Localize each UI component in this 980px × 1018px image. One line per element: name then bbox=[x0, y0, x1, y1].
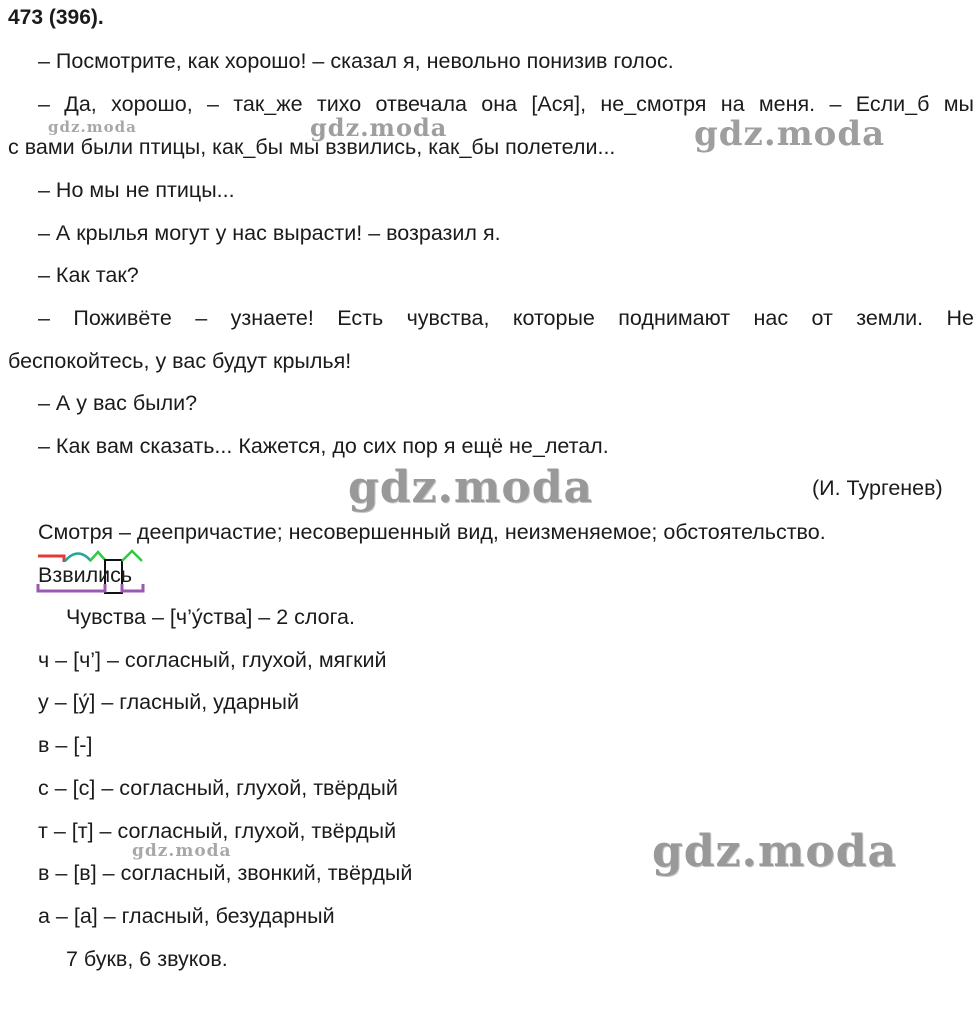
letter-analysis-7: а – [а] – гласный, безударный bbox=[38, 904, 335, 928]
letter-analysis-6: в – [в] – согласный, звонкий, твёрдый bbox=[38, 861, 413, 885]
dialog-line-3: с вами были птицы, как_бы мы взвились, как_бы полетели... bbox=[8, 135, 616, 159]
letter-analysis-1: ч – [ч’] – согласный, глухой, мягкий bbox=[38, 648, 387, 672]
dialog-line-7: – Поживёте – узнаете! Есть чувства, которые поднимают нас от земли. Не bbox=[38, 306, 974, 330]
suffix-mark bbox=[90, 552, 106, 561]
watermark: gdz.moda bbox=[652, 826, 898, 877]
watermark: gdz.moda bbox=[132, 841, 232, 861]
watermark: gdz.moda bbox=[310, 113, 448, 142]
phonetic-title: Чувства – [ч’у́ства] – 2 слога. bbox=[66, 605, 355, 629]
suffix-mark-2 bbox=[122, 551, 142, 561]
dialog-line-4: – Но мы не птицы... bbox=[38, 178, 235, 202]
participle-analysis: Смотря – деепричастие; несовершенный вид, неизменяемое; обстоятельство. bbox=[38, 520, 826, 544]
watermark: gdz.moda bbox=[348, 462, 594, 513]
dialog-line-6: – Как так? bbox=[38, 263, 139, 287]
dialog-line-8: беспокойтесь, у вас будут крылья! bbox=[8, 349, 352, 373]
phonetic-summary: 7 букв, 6 звуков. bbox=[66, 947, 228, 971]
watermark: gdz.moda bbox=[48, 118, 137, 136]
dialog-line-2: – Да, хорошо, – так_же тихо отвечала она [Ася], не_смотря на меня. – Если_б мы bbox=[38, 92, 974, 116]
dialog-line-10: – Как вам сказать... Кажется, до сих пор я ещё не_летал. bbox=[38, 434, 609, 458]
dialog-line-5: – А крылья могут у нас вырасти! – возразил я. bbox=[38, 221, 501, 245]
exercise-number: 473 (396). bbox=[8, 6, 104, 29]
dialog-line-1: – Посмотрите, как хорошо! – сказал я, невольно понизив голос. bbox=[38, 49, 674, 73]
dialog-line-9: – А у вас были? bbox=[38, 391, 198, 415]
letter-analysis-2: у – [у́] – гласный, ударный bbox=[38, 690, 299, 714]
watermark: gdz.moda bbox=[694, 114, 886, 154]
author-attribution: (И. Тургенев) bbox=[812, 476, 943, 500]
morph-word: Взвились bbox=[38, 563, 133, 587]
letter-analysis-3: в – [-] bbox=[38, 733, 93, 757]
letter-analysis-5: т – [т] – согласный, глухой, твёрдый bbox=[38, 819, 397, 843]
root-mark bbox=[65, 554, 91, 562]
letter-analysis-4: с – [с] – согласный, глухой, твёрдый bbox=[38, 776, 398, 800]
